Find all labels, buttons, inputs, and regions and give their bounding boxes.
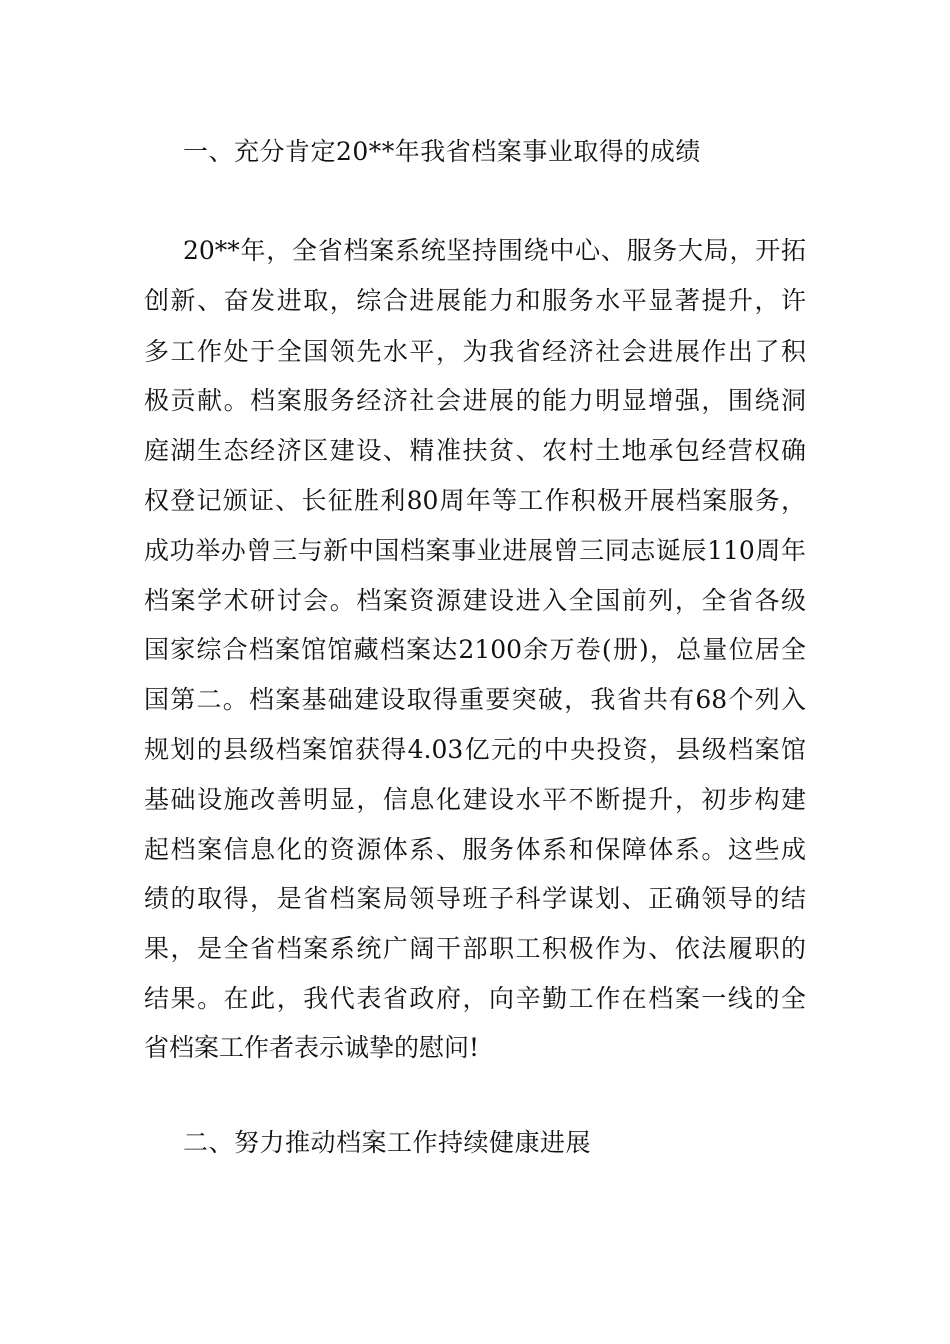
- paragraph-line: 极贡献。档案服务经济社会进展的能力明显增强，围绕洞: [144, 386, 806, 415]
- paragraph-line: 国第二。档案基础建设取得重要突破，我省共有68个列入: [144, 685, 806, 714]
- paragraph-line: 省档案工作者表示诚挚的慰问!: [144, 1033, 480, 1062]
- paragraph-line: 权登记颁证、长征胜利80周年等工作积极开展档案服务，: [144, 486, 806, 515]
- paragraph-line: 绩的取得，是省档案局领导班子科学谋划、正确领导的结: [144, 884, 806, 913]
- paragraph-line: 多工作处于全国领先水平，为我省经济社会进展作出了积: [144, 337, 806, 366]
- section-heading-1: 一、充分肯定20**年我省档案事业取得的成绩: [183, 137, 701, 166]
- paragraph-line: 果，是全省档案系统广阔干部职工积极作为、依法履职的: [144, 934, 806, 963]
- paragraph-line: 结果。在此，我代表省政府，向辛勤工作在档案一线的全: [144, 984, 806, 1013]
- section-heading-2: 二、努力推动档案工作持续健康进展: [183, 1128, 592, 1157]
- paragraph-line: 庭湖生态经济区建设、精准扶贫、农村土地承包经营权确: [144, 436, 806, 465]
- paragraph-line: 创新、奋发进取，综合进展能力和服务水平显著提升，许: [144, 286, 806, 315]
- paragraph-line: 规划的县级档案馆获得4.03亿元的中央投资，县级档案馆: [144, 735, 806, 764]
- paragraph-line: 国家综合档案馆馆藏档案达2100余万卷(册)，总量位居全: [144, 635, 806, 664]
- paragraph-line: 20**年，全省档案系统坚持围绕中心、服务大局，开拓: [183, 236, 806, 265]
- paragraph-line: 档案学术研讨会。档案资源建设进入全国前列，全省各级: [144, 586, 806, 615]
- paragraph-line: 基础设施改善明显，信息化建设水平不断提升，初步构建: [144, 785, 806, 814]
- paragraph-line: 起档案信息化的资源体系、服务体系和保障体系。这些成: [144, 835, 806, 864]
- paragraph-line: 成功举办曾三与新中国档案事业进展曾三同志诞辰110周年: [144, 536, 806, 565]
